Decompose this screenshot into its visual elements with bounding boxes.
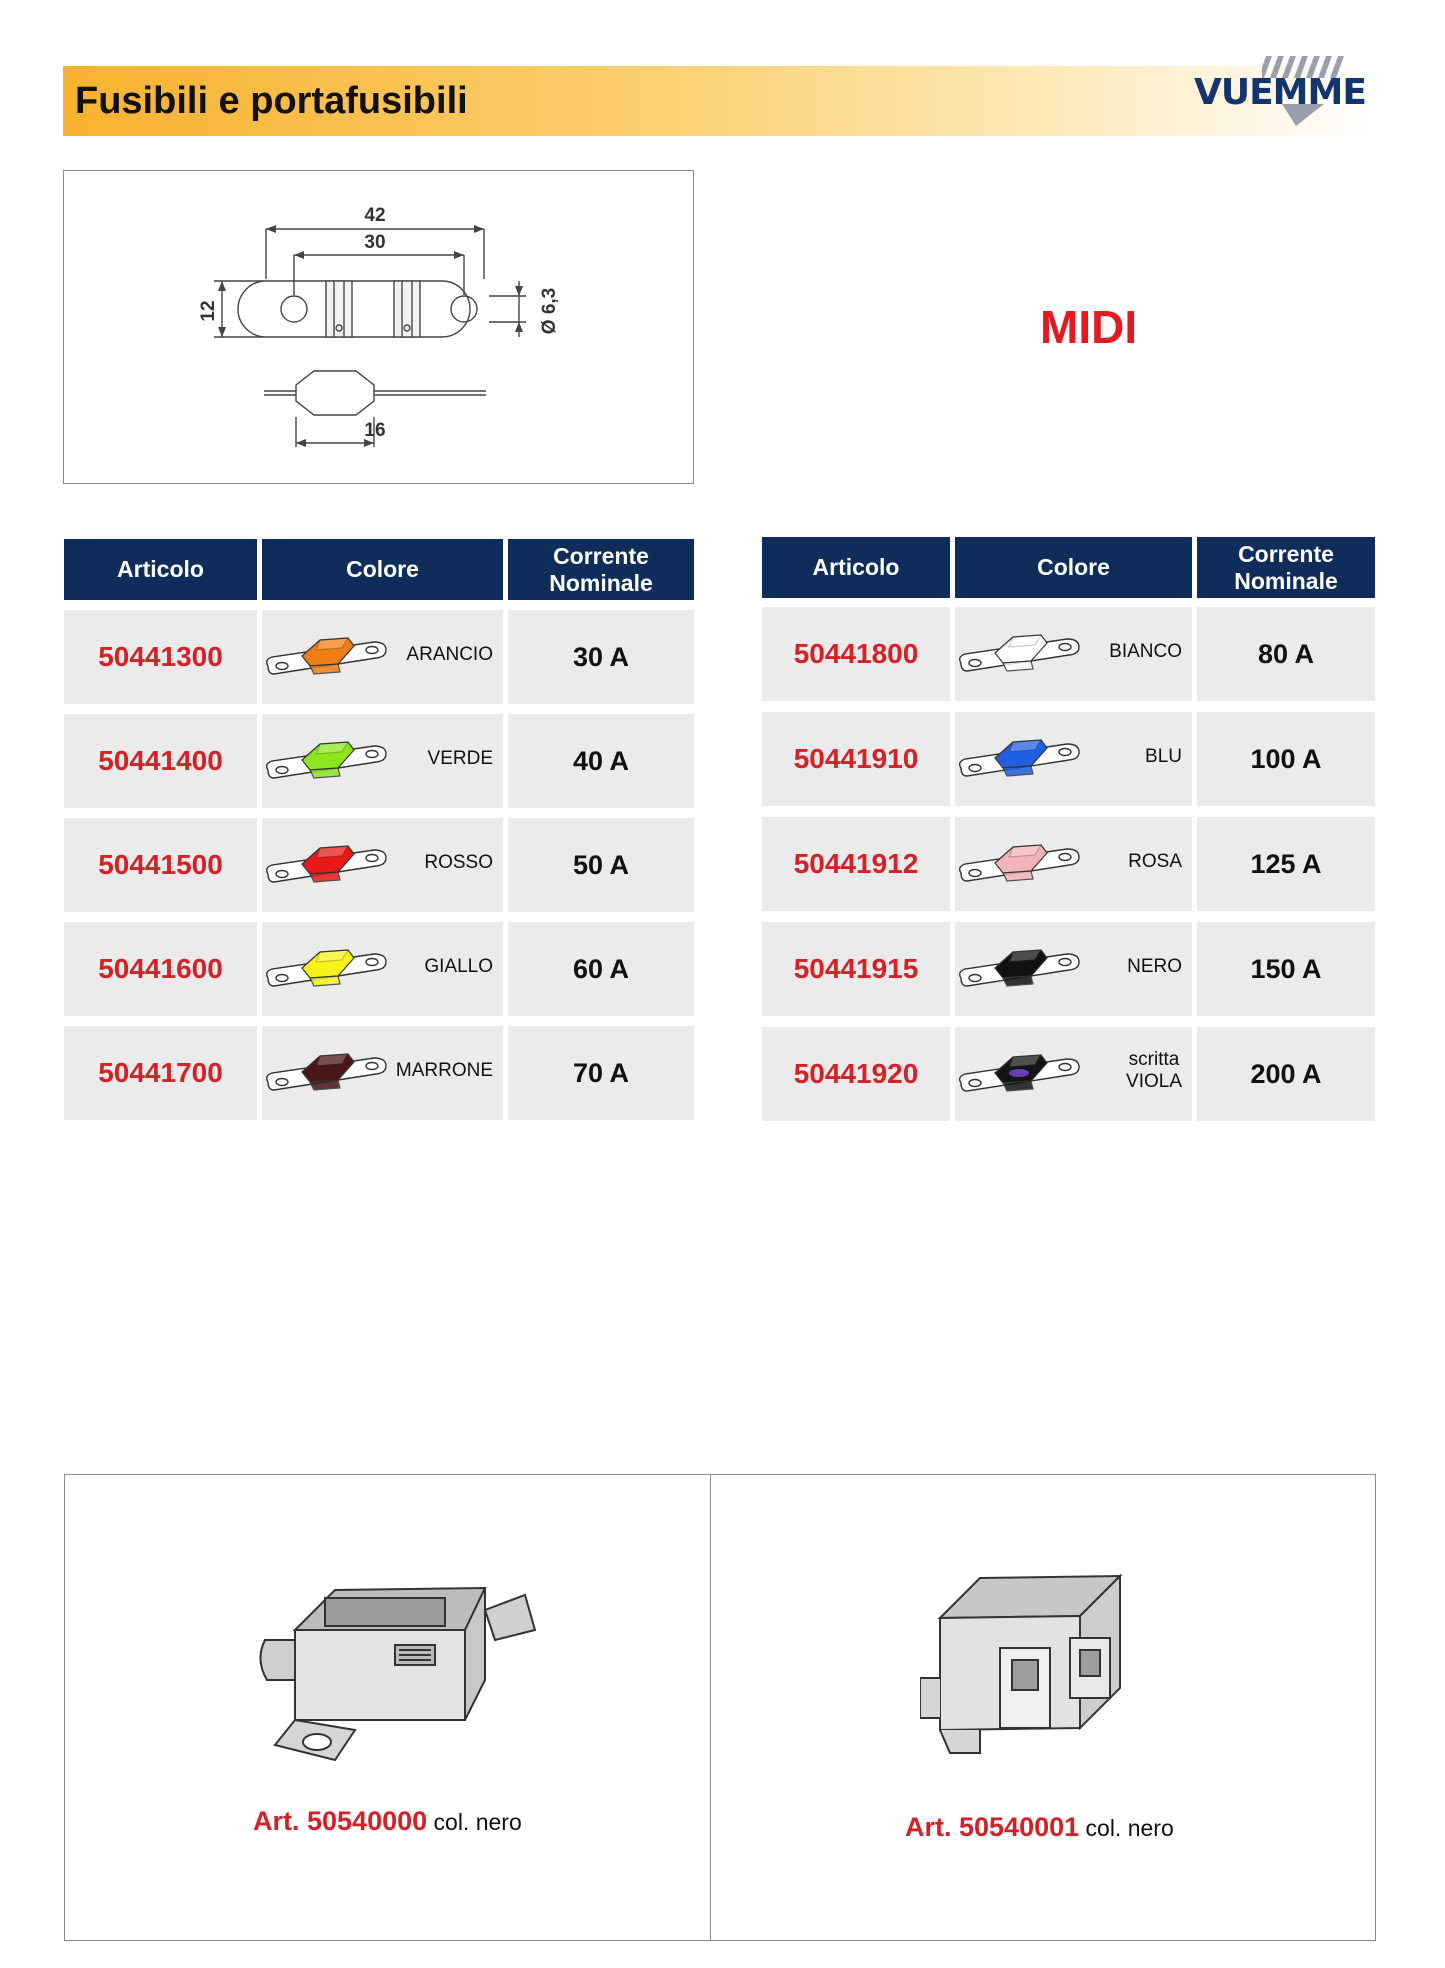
dim-body-width: 16 xyxy=(364,420,386,441)
left-row-0-articolo xyxy=(64,610,257,704)
article-code: 50441700 xyxy=(98,1057,223,1088)
fuse-nero-icon xyxy=(955,942,1085,994)
left-row-1-articolo xyxy=(64,714,257,808)
right-row-4-colore xyxy=(955,1027,1192,1121)
rated-current: 125 A xyxy=(1250,848,1322,879)
right-row-1-corrente xyxy=(1197,712,1375,806)
left-header-corrente-label: Corrente Nominale xyxy=(549,542,653,596)
right-row-1-colore xyxy=(955,712,1192,806)
right-header-articolo xyxy=(762,537,950,598)
article-code: 50441915 xyxy=(793,953,919,984)
left-header-colore xyxy=(262,539,503,600)
fuse-rosa-icon xyxy=(955,837,1085,889)
right-row-3-articolo xyxy=(762,922,950,1016)
right-row-0-colore xyxy=(955,607,1192,701)
left-row-4-corrente xyxy=(508,1026,694,1120)
article-code: 50441800 xyxy=(793,638,919,669)
right-row-2-corrente xyxy=(1197,817,1375,911)
left-row-2-corrente xyxy=(508,818,694,912)
color-name: BIANCO xyxy=(1109,641,1182,662)
right-header-corrente xyxy=(1197,537,1375,598)
left-row-3-corrente xyxy=(508,922,694,1016)
holder-note-2: col. nero xyxy=(1085,1815,1174,1841)
holder-article-2: Art. 50540001 xyxy=(905,1812,1080,1842)
right-row-0-articolo xyxy=(762,607,950,701)
fuse-holder-50540000-image xyxy=(255,1570,545,1770)
left-row-0-corrente xyxy=(508,610,694,704)
right-row-3-corrente xyxy=(1197,922,1375,1016)
article-code: 50441910 xyxy=(793,743,919,774)
left-header-colore-label: Colore xyxy=(346,556,419,582)
article-code: 50441400 xyxy=(98,745,223,776)
color-name: scritta VIOLA xyxy=(1126,1049,1182,1092)
rated-current: 150 A xyxy=(1250,953,1322,984)
holder-article-1: Art. 50540000 xyxy=(253,1806,428,1836)
article-code: 50441600 xyxy=(98,953,223,984)
fuse-technical-drawing xyxy=(63,170,694,484)
fuse-bianco-icon xyxy=(955,627,1085,679)
rated-current: 60 A xyxy=(572,953,630,984)
rated-current: 200 A xyxy=(1250,1058,1322,1089)
dim-width: 12 xyxy=(198,300,219,322)
holder-caption-1 xyxy=(253,1806,522,1837)
rated-current: 40 A xyxy=(572,745,630,776)
brand-name: VUEMME xyxy=(1194,72,1366,113)
right-row-4-articolo xyxy=(762,1027,950,1121)
dim-hole-spacing: 30 xyxy=(364,232,386,253)
rated-current: 100 A xyxy=(1250,743,1322,774)
article-code: 50441920 xyxy=(793,1058,919,1089)
left-header-articolo xyxy=(64,539,257,600)
left-header-articolo-label: Articolo xyxy=(117,556,204,582)
fuse-arancio-icon xyxy=(262,630,392,682)
article-code: 50441300 xyxy=(98,641,223,672)
color-name: ARANCIO xyxy=(406,644,493,665)
right-header-corrente-label: Corrente Nominale xyxy=(1234,540,1338,594)
rated-current: 30 A xyxy=(572,641,630,672)
left-row-3-articolo xyxy=(64,922,257,1016)
fuse-holder-50540001-image xyxy=(920,1568,1170,1768)
fuse-marrone-icon xyxy=(262,1046,392,1098)
holder-caption-2 xyxy=(905,1812,1174,1843)
fuse-scritta-viola-icon xyxy=(955,1047,1085,1099)
fuse-verde-icon xyxy=(262,734,392,786)
right-header-colore xyxy=(955,537,1192,598)
right-row-2-colore xyxy=(955,817,1192,911)
header-bar xyxy=(63,66,1375,136)
rated-current: 50 A xyxy=(572,849,630,880)
left-header-corrente xyxy=(508,539,694,600)
left-row-4-colore xyxy=(262,1026,503,1120)
holder-note-1: col. nero xyxy=(433,1809,522,1835)
holders-divider xyxy=(710,1474,711,1941)
article-code: 50441500 xyxy=(98,849,223,880)
right-row-1-articolo xyxy=(762,712,950,806)
fuse-rosso-icon xyxy=(262,838,392,890)
dim-overall-length: 42 xyxy=(364,205,386,226)
right-row-0-corrente xyxy=(1197,607,1375,701)
color-name: BLU xyxy=(1145,746,1182,767)
dim-hole-diameter: Ø 6,3 xyxy=(539,287,560,335)
rated-current: 70 A xyxy=(572,1057,630,1088)
right-header-colore-label: Colore xyxy=(1037,554,1110,580)
color-name: GIALLO xyxy=(424,956,493,977)
left-row-1-corrente xyxy=(508,714,694,808)
left-row-4-articolo xyxy=(64,1026,257,1120)
left-row-2-colore xyxy=(262,818,503,912)
color-name: ROSA xyxy=(1128,851,1182,872)
color-name: NERO xyxy=(1127,956,1182,977)
left-row-2-articolo xyxy=(64,818,257,912)
page-title: Fusibili e portafusibili xyxy=(75,80,468,122)
color-name: VERDE xyxy=(427,748,493,769)
left-row-0-colore xyxy=(262,610,503,704)
article-code: 50441912 xyxy=(793,848,919,879)
series-title: MIDI xyxy=(1040,301,1138,353)
left-row-1-colore xyxy=(262,714,503,808)
color-name: MARRONE xyxy=(395,1060,493,1081)
fuse-dimension-drawing xyxy=(64,171,695,485)
right-row-2-articolo xyxy=(762,817,950,911)
fuse-blu-icon xyxy=(955,732,1085,784)
rated-current: 80 A xyxy=(1257,638,1315,669)
right-row-4-corrente xyxy=(1197,1027,1375,1121)
color-name: ROSSO xyxy=(424,852,493,873)
right-header-articolo-label: Articolo xyxy=(812,554,900,580)
brand-logo xyxy=(1192,52,1377,134)
right-row-3-colore xyxy=(955,922,1192,1016)
left-row-3-colore xyxy=(262,922,503,1016)
fuse-giallo-icon xyxy=(262,942,392,994)
